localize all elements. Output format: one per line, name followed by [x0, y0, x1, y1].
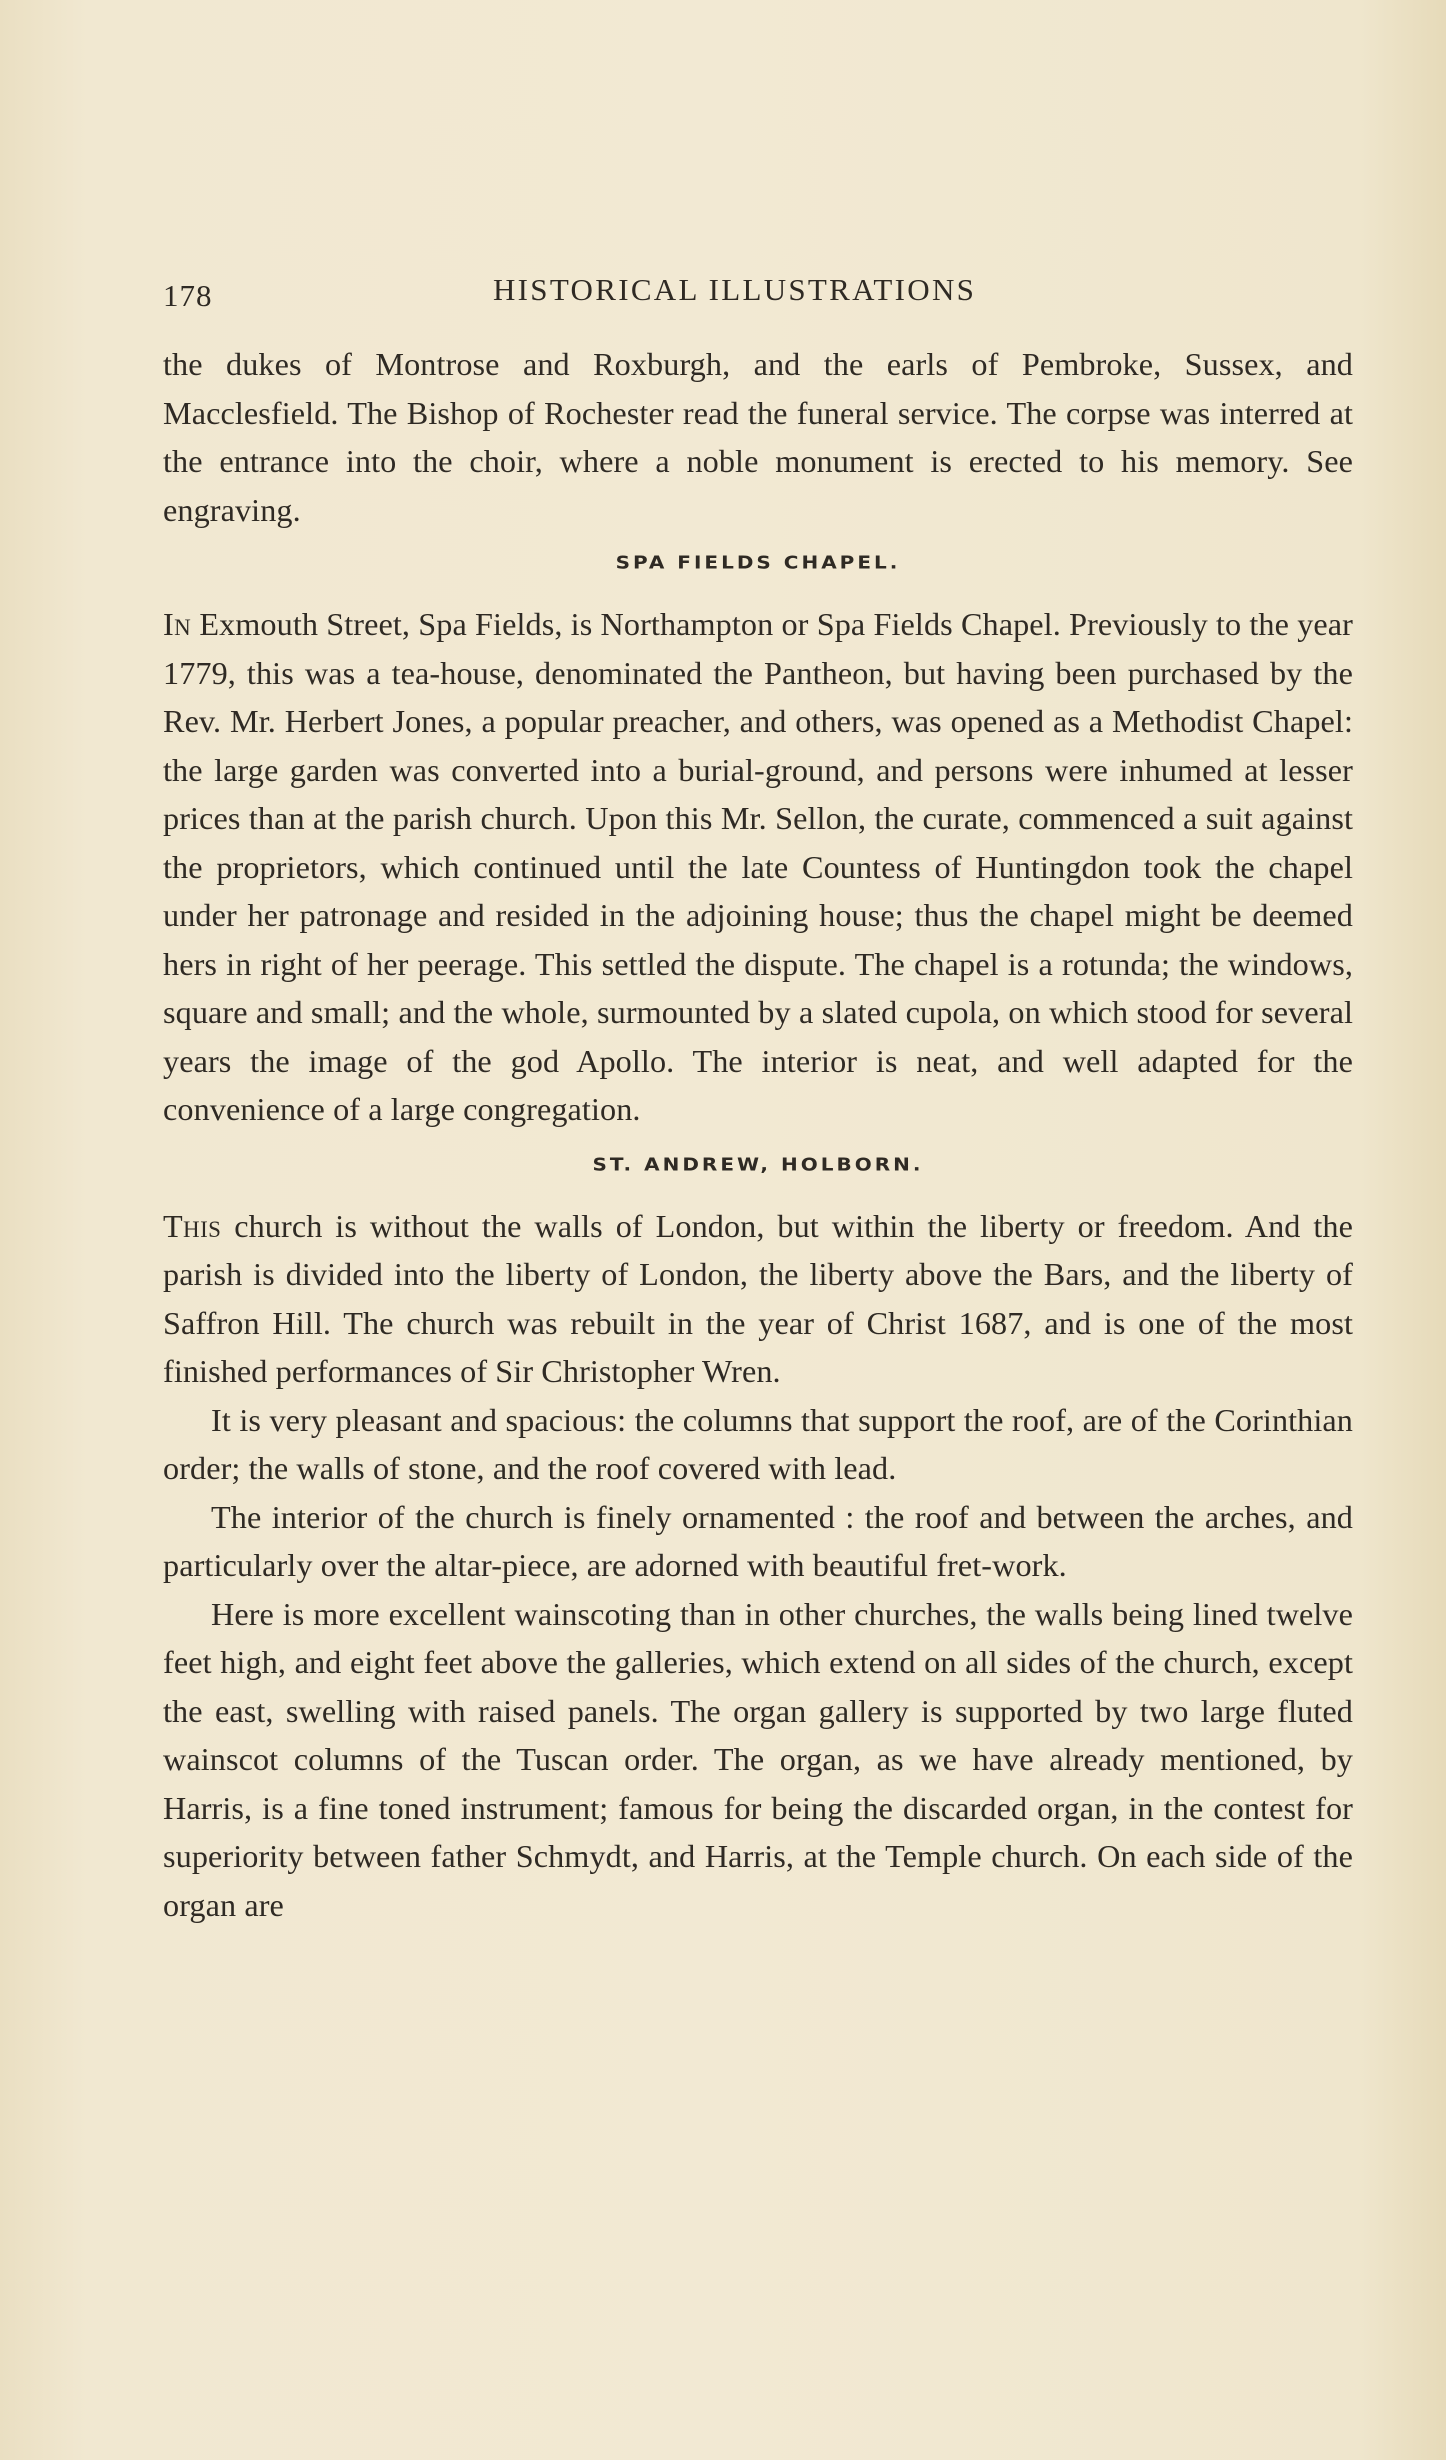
section-heading-st-andrew-holborn: ST. ANDREW, HOLBORN. — [592, 1152, 924, 1175]
st-andrew-paragraph-1 — [163, 1202, 1353, 1396]
st-andrew-paragraph-2: It is very pleasant and spacious: the columns that support the roof, are of the Corinthian order; the walls of stone, and the roof covered with lead. — [163, 1401, 1353, 1486]
st-andrew-paragraph-3: The interior of the church is finely ornamented : the roof and between the arches, and particularly over the altar-piece, are adorned with beautiful fret-work. — [163, 1498, 1353, 1583]
spa-fields-lead-word: In — [163, 606, 192, 642]
running-head: HISTORICAL ILLUSTRATIONS — [493, 272, 977, 307]
st-andrew-lead-word: This — [163, 1207, 222, 1244]
page-number: 178 — [163, 278, 213, 313]
opening-paragraph: the dukes of Montrose and Roxburgh, and the earls of Pembroke, Sussex, and Macclesfield. The Bishop of Rochester read the funeral service. The corpse was interred at the entrance into the choir, where a noble monument is erected to his memory. See engraving. — [163, 346, 1353, 528]
spa-fields-paragraph-text: Exmouth Street, Spa Fields, is Northampton or Spa Fields Chapel. Previously to the year 1779, this was a tea-house, denominated the Pantheon, but having been purchased by the Rev. Mr. Herbert Jones, a popular preacher, and others, was opened as a Methodist Chapel: the large garden was converted into a burial-ground, and persons were inhumed at lesser prices than at the parish church. Upon this Mr. Sellon, the curate, commenced a suit against the proprietors, which continued until the late Countess of Huntingdon took the chapel under her patronage and resided in the adjoining house; thus the chapel might be deemed hers in right of her peerage. This settled the dispute. The chapel is a rotunda; the windows, square and small; and the whole, surmounted by a slated cupola, on which stood for several years the image of the god Apollo. The interior is neat, and well adapted for the convenience of a large congregation. — [163, 606, 1353, 1127]
section-heading-spa-fields-chapel: SPA FIELDS CHAPEL. — [615, 551, 901, 573]
spa-fields-paragraph — [163, 600, 1353, 1134]
page-header — [163, 270, 1353, 330]
st-andrew-paragraph-1-text: church is without the walls of London, but within the liberty or freedom. And the parish is divided into the liberty of London, the liberty above the Bars, and the liberty of Saffron Hill. The church was rebuilt in the year of Christ 1687, and is one of the most finished performances of Sir Christopher Wren. — [163, 1207, 1353, 1389]
st-andrew-paragraph-4: Here is more excellent wainscoting than in other churches, the walls being lined twelve feet high, and eight feet above the galleries, which extend on all sides of the church, except the east, swelling with raised panels. The organ gallery is supported by two large fluted wainscot columns of the Tuscan order. The organ, as we have already mentioned, by Harris, is a fine toned instrument; famous for being the discarded organ, in the contest for superiority between father Schmydt, and Harris, at the Temple church. On each side of the organ are — [163, 1595, 1353, 1923]
page-content — [163, 270, 1353, 1929]
